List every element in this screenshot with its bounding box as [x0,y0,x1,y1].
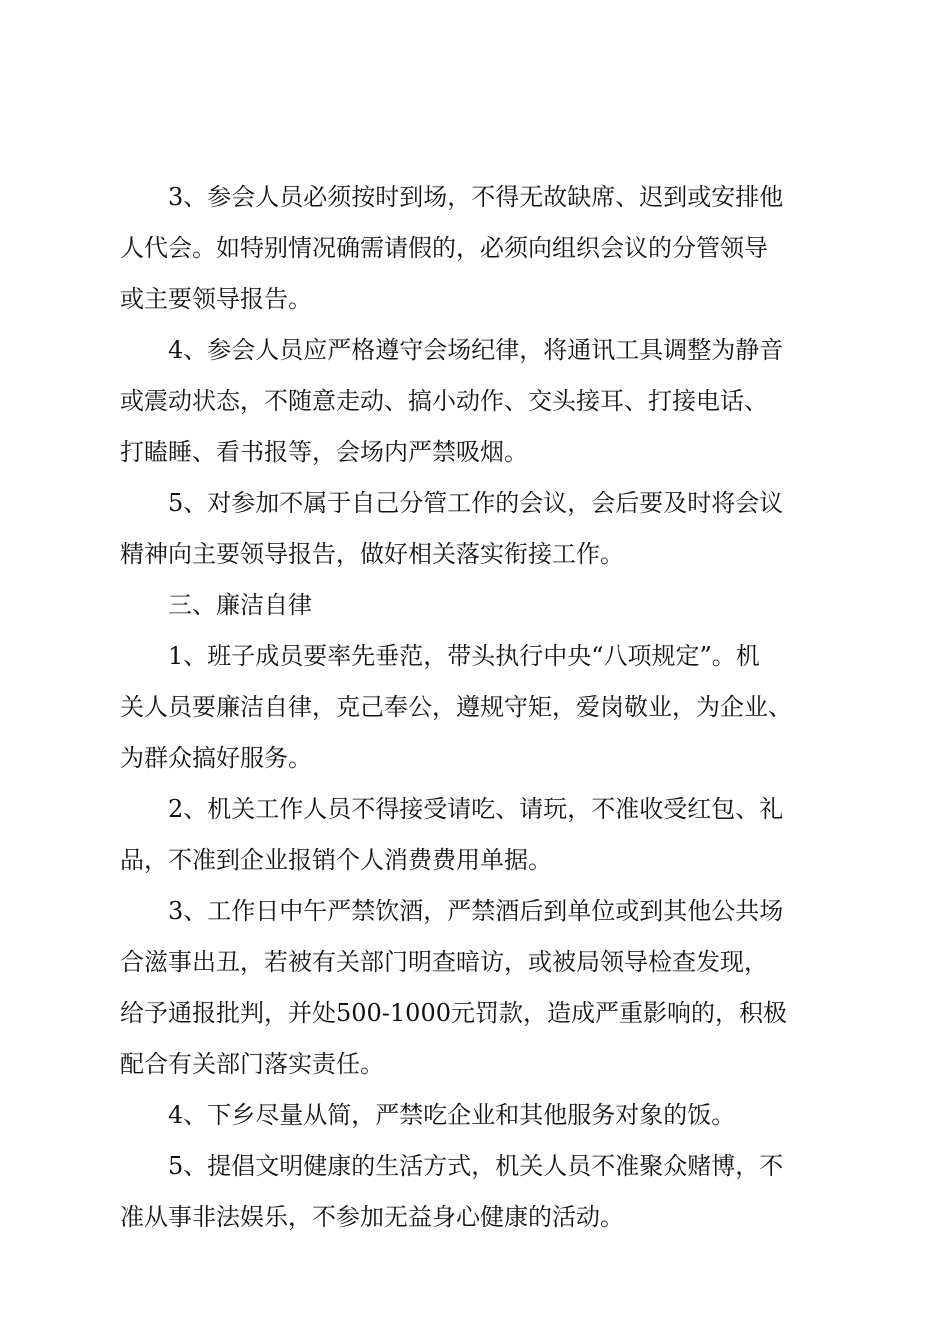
paragraph-line: 或震动状态，不随意走动、搞小动作、交头接耳、打接电话、 [120,387,768,415]
paragraph-line: 4、参会人员应严格遵守会场纪律，将通讯工具调整为静音 [168,336,784,364]
section-heading-integrity [120,580,832,631]
paragraph-meeting-5 [120,478,832,580]
document-body [120,172,832,1243]
paragraph-line: 3、工作日中午严禁饮酒，严禁酒后到单位或到其他公共场 [168,897,784,925]
paragraph-meeting-4 [120,325,832,478]
paragraph-integrity-2 [120,784,832,886]
paragraph-line: 5、提倡文明健康的生活方式，机关人员不准聚众赌博，不 [168,1152,784,1180]
paragraph-line: 人代会。如特别情况确需请假的，必须向组织会议的分管领导 [120,234,768,262]
paragraph-integrity-1 [120,631,832,784]
paragraph-line: 合滋事出丑，若被有关部门明查暗访，或被局领导检查发现， [120,948,768,976]
paragraph-line: 关人员要廉洁自律，克己奉公，遵规守矩，爱岗敬业，为企业、 [120,693,792,721]
paragraph-integrity-3 [120,886,832,1090]
paragraph-integrity-4 [120,1090,832,1141]
paragraph-line: 2、机关工作人员不得接受请吃、请玩，不准收受红包、礼 [168,795,784,823]
paragraph-line: 准从事非法娱乐，不参加无益身心健康的活动。 [120,1203,624,1231]
paragraph-line: 给予通报批判，并处500-1000元罚款，造成严重影响的，积极 [120,999,787,1027]
section-heading: 三、廉洁自律 [168,591,312,619]
paragraph-line: 配合有关部门落实责任。 [120,1050,384,1078]
paragraph-line: 或主要领导报告。 [120,285,312,313]
paragraph-integrity-5 [120,1141,832,1243]
paragraph-line: 1、班子成员要率先垂范，带头执行中央“八项规定”。机 [168,642,760,670]
paragraph-meeting-3 [120,172,832,325]
paragraph-line: 品，不准到企业报销个人消费费用单据。 [120,846,552,874]
paragraph-line: 为群众搞好服务。 [120,744,312,772]
paragraph-line: 3、参会人员必须按时到场，不得无故缺席、迟到或安排他 [168,183,784,211]
paragraph-line: 精神向主要领导报告，做好相关落实衔接工作。 [120,540,624,568]
paragraph-line: 4、下乡尽量从简，严禁吃企业和其他服务对象的饭。 [168,1101,736,1129]
paragraph-line: 打瞌睡、看书报等，会场内严禁吸烟。 [120,438,528,466]
paragraph-line: 5、对参加不属于自己分管工作的会议，会后要及时将会议 [168,489,784,517]
